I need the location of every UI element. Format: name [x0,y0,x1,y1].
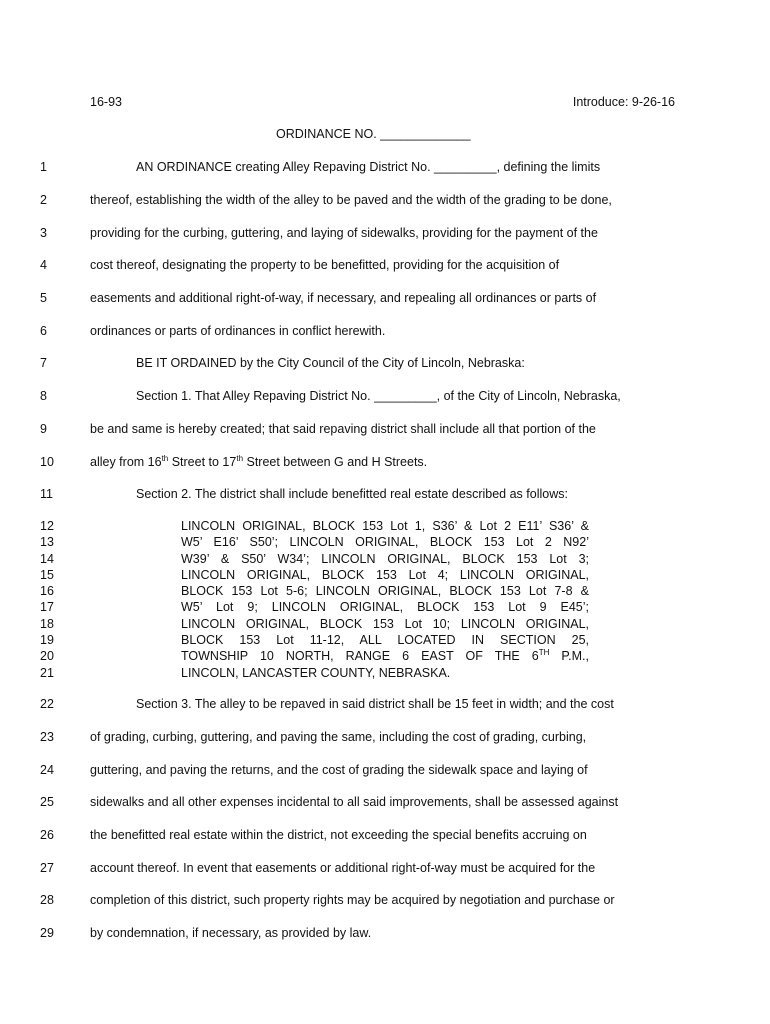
line-number: 15 [40,567,54,582]
body-line: Section 1. That Alley Repaving District No. _________, of the City of Lincoln, Nebraska, [136,389,621,403]
line-number: 19 [40,633,54,648]
line-number: 11 [40,487,53,501]
line-number: 13 [40,535,54,550]
line-text-part: alley from 16 [90,455,162,469]
line-number: 9 [40,422,47,436]
body-line: be and same is hereby created; that said repaving district shall include all that portion of the [90,422,596,436]
body-line: guttering, and paving the returns, and the cost of grading the sidewalk space and laying of [90,763,588,777]
body-line: ordinances or parts of ordinances in conflict herewith. [90,324,386,338]
body-line: completion of this district, such property rights may be acquired by negotiation and purchase or [90,893,615,907]
body-line: providing for the curbing, guttering, and laying of sidewalks, providing for the payment of the [90,226,598,240]
line-number: 28 [40,893,54,907]
legal-description-row: LINCOLN, LANCASTER COUNTY, NEBRASKA. [181,665,451,680]
line-number: 27 [40,861,54,875]
body-line: easements and additional right-of-way, if necessary, and repealing all ordinances or parts of [90,291,597,305]
body-line: account thereof. In event that easements or additional right-of-way must be acquired for the [90,861,596,875]
line-number: 20 [40,649,54,664]
line-number: 17 [40,600,54,615]
body-line: Section 3. The alley to be repaved in said district shall be 15 feet in width; and the cost [136,697,614,711]
legal-description-row [181,648,589,664]
line-number: 5 [40,291,47,305]
ordinal-suffix: th [161,453,169,463]
legal-description-row: LINCOLN ORIGINAL, BLOCK 153 Lot 10; LINCOLN ORIGINAL, [181,616,589,631]
line-number: 26 [40,828,54,842]
line-number: 8 [40,389,47,403]
line-text-part: Street to 17 [168,455,237,469]
ordinal-suffix: th [236,453,244,463]
line-number: 14 [40,551,54,566]
line-number: 10 [40,455,54,469]
line-number: 2 [40,193,47,207]
legal-description [181,518,589,681]
legal-description-row: W39’ & S50’ W34’; LINCOLN ORIGINAL, BLOCK 153 Lot 3; [181,551,589,566]
legal-description-line-numbers [40,518,54,681]
body-line [90,455,427,469]
line-number: 4 [40,258,47,272]
body-line: Section 2. The district shall include benefitted real estate described as follows: [136,487,568,501]
ordinance-title: ORDINANCE NO. _____________ [276,127,471,141]
ordinal-suffix: TH [538,648,550,658]
body-line: BE IT ORDAINED by the City Council of the City of Lincoln, Nebraska: [136,356,525,370]
introduced-date: Introduce: 9-26-16 [572,95,675,109]
body-line: the benefitted real estate within the district, not exceeding the special benefits accruing on [90,828,587,842]
line-number: 3 [40,226,47,240]
body-line: sidewalks and all other expenses incidental to all said improvements, shall be assessed against [90,795,619,809]
legal-description-row: BLOCK 153 Lot 5-6; LINCOLN ORIGINAL, BLOCK 153 Lot 7-8 & [181,584,589,599]
line-number: 16 [40,584,54,599]
line-number: 7 [40,356,47,370]
document-number: 16-93 [90,95,122,109]
line-number: 29 [40,926,54,940]
legal-description-row: BLOCK 153 Lot 11-12, ALL LOCATED IN SECTION 25, [181,633,589,648]
body-line: of grading, curbing, guttering, and paving the same, including the cost of grading, curbing, [90,730,587,744]
line-number: 18 [40,616,54,631]
body-line: cost thereof, designating the property to be benefitted, providing for the acquisition of [90,258,560,272]
row-text-part: TOWNSHIP 10 NORTH, RANGE 6 EAST OF THE 6 [181,649,539,664]
line-number: 6 [40,324,47,338]
line-number: 1 [40,160,47,174]
line-number: 23 [40,730,54,744]
body-line: thereof, establishing the width of the alley to be paved and the width of the grading to be done, [90,193,612,207]
legal-description-row: W5’ E16’ S50’; LINCOLN ORIGINAL, BLOCK 153 Lot 2 N92’ [181,535,589,550]
body-line: by condemnation, if necessary, as provided by law. [90,926,372,940]
row-text-part: P.M., [549,649,589,664]
line-number: 22 [40,697,54,711]
body-line: AN ORDINANCE creating Alley Repaving District No. _________, defining the limits [136,160,601,174]
legal-description-row: LINCOLN ORIGINAL, BLOCK 153 Lot 4; LINCOLN ORIGINAL, [181,567,589,582]
line-number: 21 [40,665,54,680]
line-text-part: Street between G and H Streets. [243,455,428,469]
legal-description-row: W5’ Lot 9; LINCOLN ORIGINAL, BLOCK 153 Lot 9 E45’; [181,600,589,615]
line-number: 24 [40,763,54,777]
line-number: 25 [40,795,54,809]
legal-description-row: LINCOLN ORIGINAL, BLOCK 153 Lot 1, S36’ & Lot 2 E11’ S36’ & [181,519,589,533]
line-number: 12 [40,519,54,533]
